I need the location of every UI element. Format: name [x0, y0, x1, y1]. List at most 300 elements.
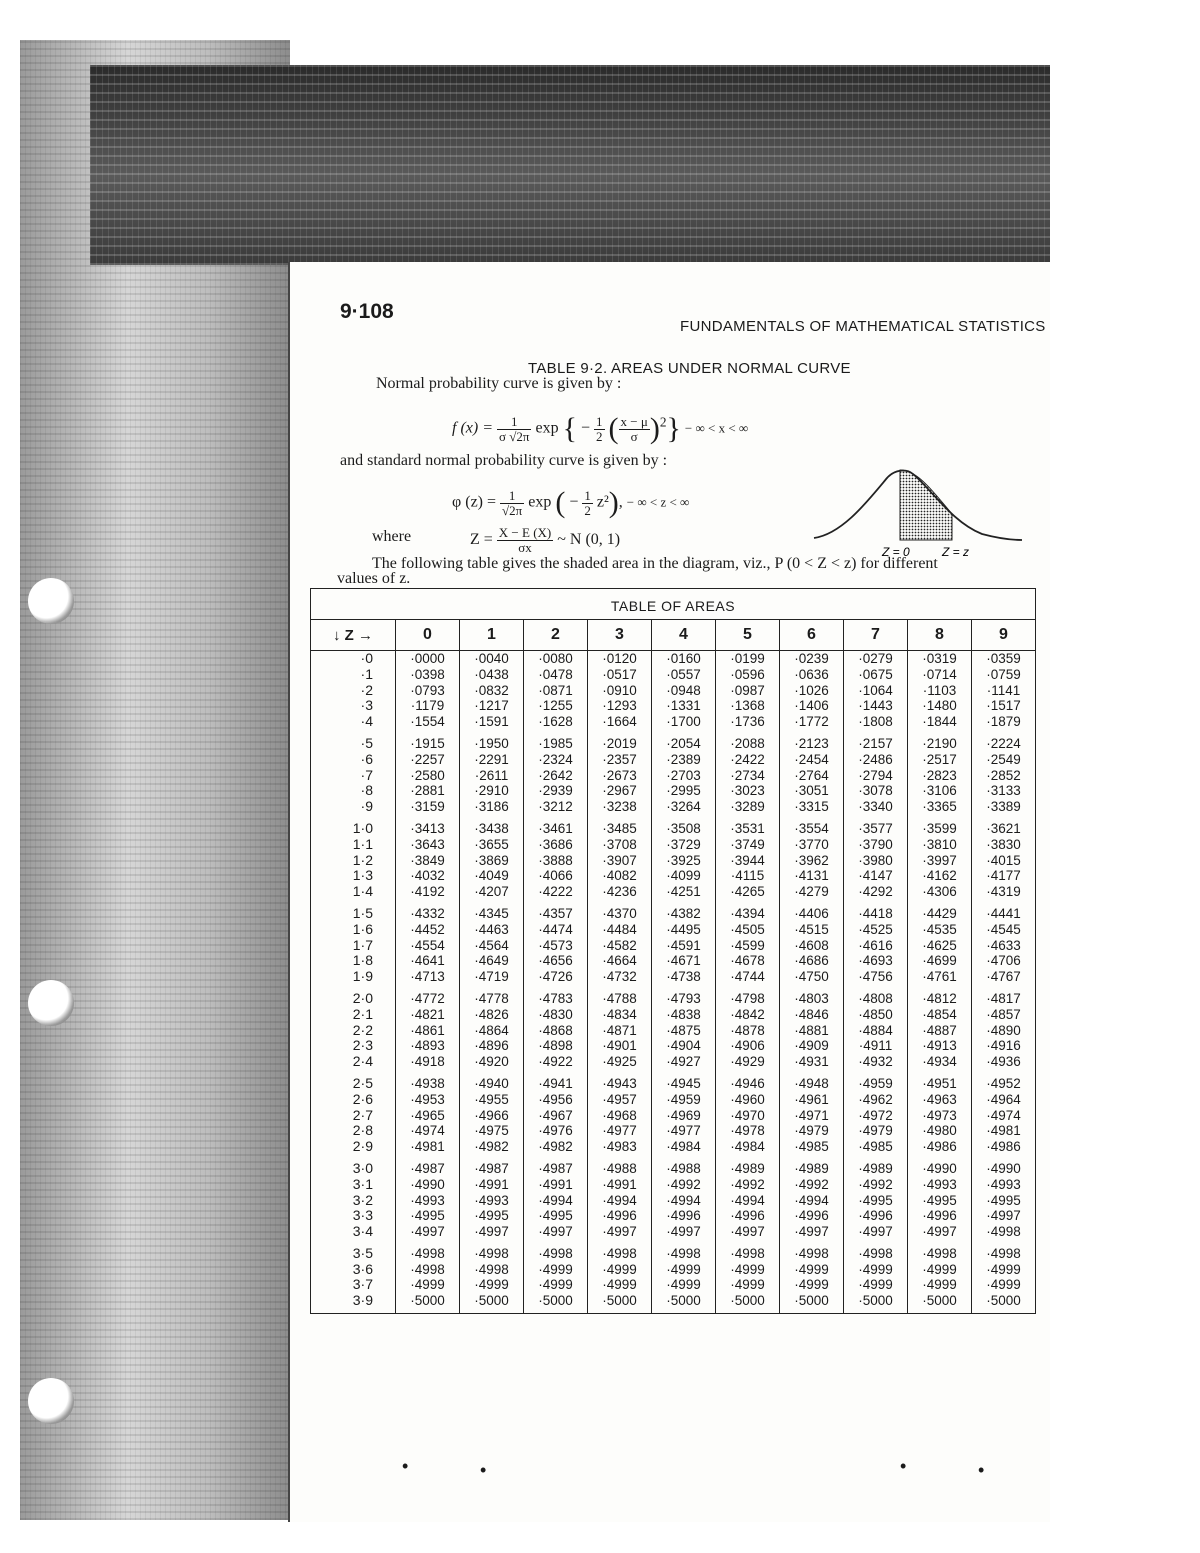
area-cell: ·2549 — [972, 752, 1036, 768]
area-cell: ·2910 — [460, 783, 524, 799]
area-cell: ·4998 — [460, 1262, 524, 1278]
area-cell: ·2088 — [716, 730, 780, 752]
area-cell: ·4992 — [716, 1177, 780, 1193]
area-cell: ·3554 — [780, 815, 844, 837]
area-cell: ·3389 — [972, 799, 1036, 815]
area-cell: ·1915 — [396, 730, 460, 752]
area-cell: ·2967 — [588, 783, 652, 799]
area-cell: ·0714 — [908, 667, 972, 683]
area-cell: ·3643 — [396, 837, 460, 853]
area-cell: ·4996 — [588, 1208, 652, 1224]
area-cell: ·4997 — [588, 1224, 652, 1240]
z-value-cell: 1·1 — [311, 837, 396, 853]
area-cell: ·0793 — [396, 683, 460, 699]
area-cell: ·3810 — [908, 837, 972, 853]
area-cell: ·4842 — [716, 1007, 780, 1023]
area-cell: ·4582 — [588, 938, 652, 954]
area-cell: ·0759 — [972, 667, 1036, 683]
table-row — [311, 1038, 1036, 1054]
z-value-cell: 1·2 — [311, 853, 396, 869]
area-cell: ·4251 — [652, 884, 716, 900]
area-cell: ·1026 — [780, 683, 844, 699]
area-cell: ·4838 — [652, 1007, 716, 1023]
area-cell: ·1700 — [652, 714, 716, 730]
column-header: 2 — [524, 620, 588, 651]
area-cell: ·2454 — [780, 752, 844, 768]
area-cell: ·4015 — [972, 853, 1036, 869]
area-cell: ·4147 — [844, 868, 908, 884]
area-cell: ·3106 — [908, 783, 972, 799]
area-cell: ·4925 — [588, 1054, 652, 1070]
area-cell: ·4608 — [780, 938, 844, 954]
area-cell: ·4846 — [780, 1007, 844, 1023]
area-cell: ·1406 — [780, 698, 844, 714]
table-row — [311, 815, 1036, 837]
area-cell: ·4484 — [588, 922, 652, 938]
area-cell: ·4957 — [588, 1092, 652, 1108]
area-cell: ·4881 — [780, 1023, 844, 1039]
half-fraction — [594, 415, 605, 444]
half-fraction — [582, 489, 593, 518]
table-row — [311, 714, 1036, 730]
area-cell: ·4994 — [588, 1193, 652, 1209]
area-cell: ·4131 — [780, 868, 844, 884]
area-cell: ·4265 — [716, 884, 780, 900]
area-cell: ·4983 — [588, 1139, 652, 1155]
fraction — [500, 489, 524, 518]
fraction-numerator: X − E (X) — [498, 525, 552, 540]
fraction-numerator: 1 — [596, 413, 603, 429]
table-row — [311, 651, 1036, 667]
area-cell: ·4989 — [716, 1155, 780, 1177]
area-cell: ·3849 — [396, 853, 460, 869]
area-cell: ·4956 — [524, 1092, 588, 1108]
table-row — [311, 1092, 1036, 1108]
area-cell: ·4998 — [972, 1224, 1036, 1240]
formula-lhs: Z = — [470, 531, 493, 549]
paren-close: ) — [649, 412, 660, 445]
area-cell: ·1141 — [972, 683, 1036, 699]
area-cell: ·2852 — [972, 768, 1036, 784]
area-cell: ·4192 — [396, 884, 460, 900]
area-cell: ·0279 — [844, 651, 908, 667]
area-cell: ·4868 — [524, 1023, 588, 1039]
table-row — [311, 768, 1036, 784]
area-cell: ·4963 — [908, 1092, 972, 1108]
area-cell: ·1591 — [460, 714, 524, 730]
fraction-denominator: 2 — [584, 502, 591, 518]
z-value-cell: 2·6 — [311, 1092, 396, 1108]
area-cell: ·4893 — [396, 1038, 460, 1054]
table-of-areas — [310, 588, 1036, 1314]
area-cell: ·4798 — [716, 985, 780, 1007]
area-cell: ·4633 — [972, 938, 1036, 954]
area-cell: ·4997 — [524, 1224, 588, 1240]
area-cell: ·4984 — [716, 1139, 780, 1155]
area-cell: ·4994 — [524, 1193, 588, 1209]
area-cell: ·4319 — [972, 884, 1036, 900]
area-cell: ·1554 — [396, 714, 460, 730]
table-row — [311, 730, 1036, 752]
table-row — [311, 752, 1036, 768]
area-cell: ·4993 — [396, 1193, 460, 1209]
area-cell: ·3925 — [652, 853, 716, 869]
area-cell: ·4884 — [844, 1023, 908, 1039]
area-cell: ·4996 — [716, 1208, 780, 1224]
area-cell: ·2734 — [716, 768, 780, 784]
area-cell: ·4999 — [972, 1277, 1036, 1293]
area-cell: ·1179 — [396, 698, 460, 714]
z-value-cell: 3·9 — [311, 1293, 396, 1313]
ratio-fraction — [619, 415, 650, 444]
area-cell: ·4993 — [908, 1177, 972, 1193]
table-row — [311, 938, 1036, 954]
table-row — [311, 922, 1036, 938]
area-cell: ·3133 — [972, 783, 1036, 799]
brace-open: { — [562, 412, 577, 445]
area-cell: ·4808 — [844, 985, 908, 1007]
area-cell: ·4864 — [460, 1023, 524, 1039]
area-cell: ·2995 — [652, 783, 716, 799]
area-cell: ·4959 — [652, 1092, 716, 1108]
area-cell: ·4999 — [652, 1262, 716, 1278]
area-cell: ·4927 — [652, 1054, 716, 1070]
area-cell: ·4049 — [460, 868, 524, 884]
area-cell: ·2190 — [908, 730, 972, 752]
area-cell: ·3023 — [716, 783, 780, 799]
area-cell: ·4994 — [652, 1193, 716, 1209]
area-cell: ·4990 — [972, 1155, 1036, 1177]
bullet-mark: • — [402, 1456, 409, 1476]
area-cell: ·4938 — [396, 1070, 460, 1092]
area-cell: ·4906 — [716, 1038, 780, 1054]
area-cell: ·4236 — [588, 884, 652, 900]
area-cell: ·4967 — [524, 1108, 588, 1124]
area-cell: ·2486 — [844, 752, 908, 768]
z-value-cell: 1·9 — [311, 969, 396, 985]
area-cell: ·5000 — [652, 1293, 716, 1313]
area-cell: ·4998 — [652, 1240, 716, 1262]
area-cell: ·4207 — [460, 884, 524, 900]
area-cell: ·0000 — [396, 651, 460, 667]
area-cell: ·5000 — [844, 1293, 908, 1313]
area-cell: ·4988 — [588, 1155, 652, 1177]
area-cell: ·4997 — [844, 1224, 908, 1240]
area-cell: ·4996 — [652, 1208, 716, 1224]
area-cell: ·4726 — [524, 969, 588, 985]
fraction-denominator: σ — [630, 428, 638, 444]
area-cell: ·4998 — [780, 1240, 844, 1262]
area-cell: ·4970 — [716, 1108, 780, 1124]
area-cell: ·4767 — [972, 969, 1036, 985]
bullet-mark: • — [900, 1456, 907, 1476]
area-cell: ·3289 — [716, 799, 780, 815]
area-cell: ·4656 — [524, 953, 588, 969]
area-cell: ·2157 — [844, 730, 908, 752]
area-cell: ·4943 — [588, 1070, 652, 1092]
area-cell: ·4964 — [972, 1092, 1036, 1108]
area-cell: ·3830 — [972, 837, 1036, 853]
column-header: 8 — [908, 620, 972, 651]
column-header: 3 — [588, 620, 652, 651]
running-head: FUNDAMENTALS OF MATHEMATICAL STATISTICS — [680, 318, 1046, 335]
area-cell: ·4981 — [396, 1139, 460, 1155]
area-cell: ·4999 — [716, 1262, 780, 1278]
area-cell: ·4953 — [396, 1092, 460, 1108]
area-cell: ·4995 — [908, 1193, 972, 1209]
area-cell: ·4959 — [844, 1070, 908, 1092]
fraction-denominator: σx — [518, 540, 532, 555]
area-cell: ·4292 — [844, 884, 908, 900]
area-cell: ·4793 — [652, 985, 716, 1007]
area-cell: ·1628 — [524, 714, 588, 730]
area-cell: ·2642 — [524, 768, 588, 784]
area-cell: ·1985 — [524, 730, 588, 752]
area-cell: ·4999 — [780, 1262, 844, 1278]
area-cell: ·4515 — [780, 922, 844, 938]
area-cell: ·2357 — [588, 752, 652, 768]
z-value-cell: ·8 — [311, 783, 396, 799]
area-cell: ·0398 — [396, 667, 460, 683]
area-cell: ·4992 — [844, 1177, 908, 1193]
area-cell: ·4995 — [972, 1193, 1036, 1209]
area-cell: ·1950 — [460, 730, 524, 752]
table-row — [311, 1208, 1036, 1224]
area-cell: ·4890 — [972, 1023, 1036, 1039]
area-cell: ·4999 — [780, 1277, 844, 1293]
area-cell: ·4986 — [908, 1139, 972, 1155]
z-value-cell: 3·4 — [311, 1224, 396, 1240]
area-cell: ·3770 — [780, 837, 844, 853]
area-cell: ·3365 — [908, 799, 972, 815]
area-cell: ·3980 — [844, 853, 908, 869]
area-cell: ·4573 — [524, 938, 588, 954]
area-cell: ·2881 — [396, 783, 460, 799]
area-cell: ·1331 — [652, 698, 716, 714]
area-cell: ·4878 — [716, 1023, 780, 1039]
column-header: 6 — [780, 620, 844, 651]
area-cell: ·4981 — [972, 1123, 1036, 1139]
area-cell: ·4699 — [908, 953, 972, 969]
area-cell: ·4997 — [396, 1224, 460, 1240]
column-header: 5 — [716, 620, 780, 651]
area-cell: ·4357 — [524, 900, 588, 922]
area-cell: ·4990 — [396, 1177, 460, 1193]
z-value-cell: 2·0 — [311, 985, 396, 1007]
area-cell: ·1736 — [716, 714, 780, 730]
area-cell: ·4861 — [396, 1023, 460, 1039]
area-cell: ·4909 — [780, 1038, 844, 1054]
formula-rhs: ~ N (0, 1) — [557, 531, 621, 549]
column-header: 0 — [396, 620, 460, 651]
z-value-cell: 1·3 — [311, 868, 396, 884]
area-cell: ·4916 — [972, 1038, 1036, 1054]
curve-label-left: Z = 0 — [882, 545, 910, 558]
table-row — [311, 884, 1036, 900]
area-cell: ·4564 — [460, 938, 524, 954]
table-row — [311, 1070, 1036, 1092]
area-cell: ·4936 — [972, 1054, 1036, 1070]
area-cell: ·4965 — [396, 1108, 460, 1124]
area-cell: ·4591 — [652, 938, 716, 954]
area-cell: ·4406 — [780, 900, 844, 922]
area-cell: ·4995 — [524, 1208, 588, 1224]
area-cell: ·4968 — [588, 1108, 652, 1124]
area-cell: ·4999 — [908, 1262, 972, 1278]
fraction — [497, 526, 553, 555]
area-cell: ·3686 — [524, 837, 588, 853]
area-cell: ·3461 — [524, 815, 588, 837]
area-cell: ·4932 — [844, 1054, 908, 1070]
area-cell: ·3599 — [908, 815, 972, 837]
area-cell: ·0080 — [524, 651, 588, 667]
area-cell: ·3078 — [844, 783, 908, 799]
z-value-cell: 1·7 — [311, 938, 396, 954]
area-cell: ·2703 — [652, 768, 716, 784]
area-cell: ·4987 — [396, 1155, 460, 1177]
area-cell: ·3438 — [460, 815, 524, 837]
table-row — [311, 667, 1036, 683]
area-cell: ·3869 — [460, 853, 524, 869]
fraction-numerator: 1 — [584, 487, 591, 503]
area-cell: ·3186 — [460, 799, 524, 815]
area-cell: ·0517 — [588, 667, 652, 683]
area-cell: ·4599 — [716, 938, 780, 954]
area-cell: ·4817 — [972, 985, 1036, 1007]
normal-curve-svg — [812, 462, 1024, 558]
area-cell: ·4778 — [460, 985, 524, 1007]
formula-lhs: φ (z) = — [452, 493, 497, 511]
area-cell: ·4996 — [844, 1208, 908, 1224]
area-cell: ·4999 — [588, 1277, 652, 1293]
area-cell: ·4678 — [716, 953, 780, 969]
area-cell: ·4474 — [524, 922, 588, 938]
formula-z — [470, 526, 620, 555]
formula-lhs: f (x) = — [452, 419, 493, 437]
area-cell: ·2939 — [524, 783, 588, 799]
area-cell: ·4982 — [524, 1139, 588, 1155]
area-cell: ·4997 — [716, 1224, 780, 1240]
area-cell: ·2764 — [780, 768, 844, 784]
area-cell: ·1664 — [588, 714, 652, 730]
area-cell: ·4441 — [972, 900, 1036, 922]
area-cell: ·4969 — [652, 1108, 716, 1124]
scanned-top-band — [90, 65, 1050, 265]
area-cell: ·4998 — [716, 1240, 780, 1262]
area-cell: ·4989 — [844, 1155, 908, 1177]
area-cell: ·4992 — [780, 1177, 844, 1193]
area-cell: ·3508 — [652, 815, 716, 837]
area-cell: ·4990 — [908, 1155, 972, 1177]
area-cell: ·4996 — [908, 1208, 972, 1224]
area-cell: ·5000 — [588, 1293, 652, 1313]
area-cell: ·3051 — [780, 783, 844, 799]
binder-hole — [28, 980, 74, 1026]
area-cell: ·1772 — [780, 714, 844, 730]
z-value-cell: 2·8 — [311, 1123, 396, 1139]
area-cell: ·3485 — [588, 815, 652, 837]
area-cell: ·0910 — [588, 683, 652, 699]
area-cell: ·4999 — [908, 1277, 972, 1293]
area-cell: ·4463 — [460, 922, 524, 938]
area-cell: ·3264 — [652, 799, 716, 815]
area-cell: ·4887 — [908, 1023, 972, 1039]
area-cell: ·4991 — [460, 1177, 524, 1193]
area-cell: ·4966 — [460, 1108, 524, 1124]
z-value-cell: 3·3 — [311, 1208, 396, 1224]
area-cell: ·4978 — [716, 1123, 780, 1139]
formula-domain: − ∞ < x < ∞ — [684, 420, 749, 436]
area-cell: ·4997 — [972, 1208, 1036, 1224]
area-cell: ·4535 — [908, 922, 972, 938]
area-cell: ·4664 — [588, 953, 652, 969]
area-cell: ·3212 — [524, 799, 588, 815]
area-cell: ·4904 — [652, 1038, 716, 1054]
area-cell: ·4913 — [908, 1038, 972, 1054]
area-cell: ·4945 — [652, 1070, 716, 1092]
area-cell: ·4545 — [972, 922, 1036, 938]
area-cell: ·4854 — [908, 1007, 972, 1023]
area-cell: ·2324 — [524, 752, 588, 768]
area-cell: ·4922 — [524, 1054, 588, 1070]
area-cell: ·0239 — [780, 651, 844, 667]
area-cell: ·4982 — [460, 1139, 524, 1155]
area-cell: ·4931 — [780, 1054, 844, 1070]
area-cell: ·4998 — [396, 1240, 460, 1262]
area-cell: ·4429 — [908, 900, 972, 922]
area-cell: ·0675 — [844, 667, 908, 683]
power-term: z² — [596, 493, 609, 511]
area-cell: ·4991 — [524, 1177, 588, 1193]
area-cell: ·2611 — [460, 768, 524, 784]
area-cell: ·1255 — [524, 698, 588, 714]
area-cell: ·4706 — [972, 953, 1036, 969]
table-row — [311, 1054, 1036, 1070]
area-cell: ·4934 — [908, 1054, 972, 1070]
area-cell: ·4911 — [844, 1038, 908, 1054]
area-cell: ·4975 — [460, 1123, 524, 1139]
area-cell: ·1517 — [972, 698, 1036, 714]
area-cell: ·3997 — [908, 853, 972, 869]
area-cell: ·2823 — [908, 768, 972, 784]
area-cell: ·5000 — [524, 1293, 588, 1313]
area-cell: ·4761 — [908, 969, 972, 985]
area-cell: ·4977 — [588, 1123, 652, 1139]
area-cell: ·4625 — [908, 938, 972, 954]
area-cell: ·4997 — [780, 1224, 844, 1240]
table-row — [311, 837, 1036, 853]
area-cell: ·4999 — [652, 1277, 716, 1293]
area-cell: ·4977 — [652, 1123, 716, 1139]
area-cell: ·4998 — [396, 1262, 460, 1278]
paren-open: ( — [555, 486, 566, 519]
fraction-numerator: 1 — [500, 489, 524, 504]
area-cell: ·4834 — [588, 1007, 652, 1023]
area-cell: ·4951 — [908, 1070, 972, 1092]
area-cell: ·4495 — [652, 922, 716, 938]
area-cell: ·4999 — [524, 1277, 588, 1293]
area-cell: ·4995 — [844, 1193, 908, 1209]
table-row — [311, 853, 1036, 869]
area-cell: ·4686 — [780, 953, 844, 969]
curve-label-right: Z = z — [942, 545, 970, 558]
area-cell: ·5000 — [716, 1293, 780, 1313]
area-cell: ·4756 — [844, 969, 908, 985]
z-value-cell: 3·0 — [311, 1155, 396, 1177]
intro-standard: and standard normal probability curve is given by : — [340, 452, 668, 469]
table-row — [311, 1123, 1036, 1139]
area-cell: ·4999 — [588, 1262, 652, 1278]
